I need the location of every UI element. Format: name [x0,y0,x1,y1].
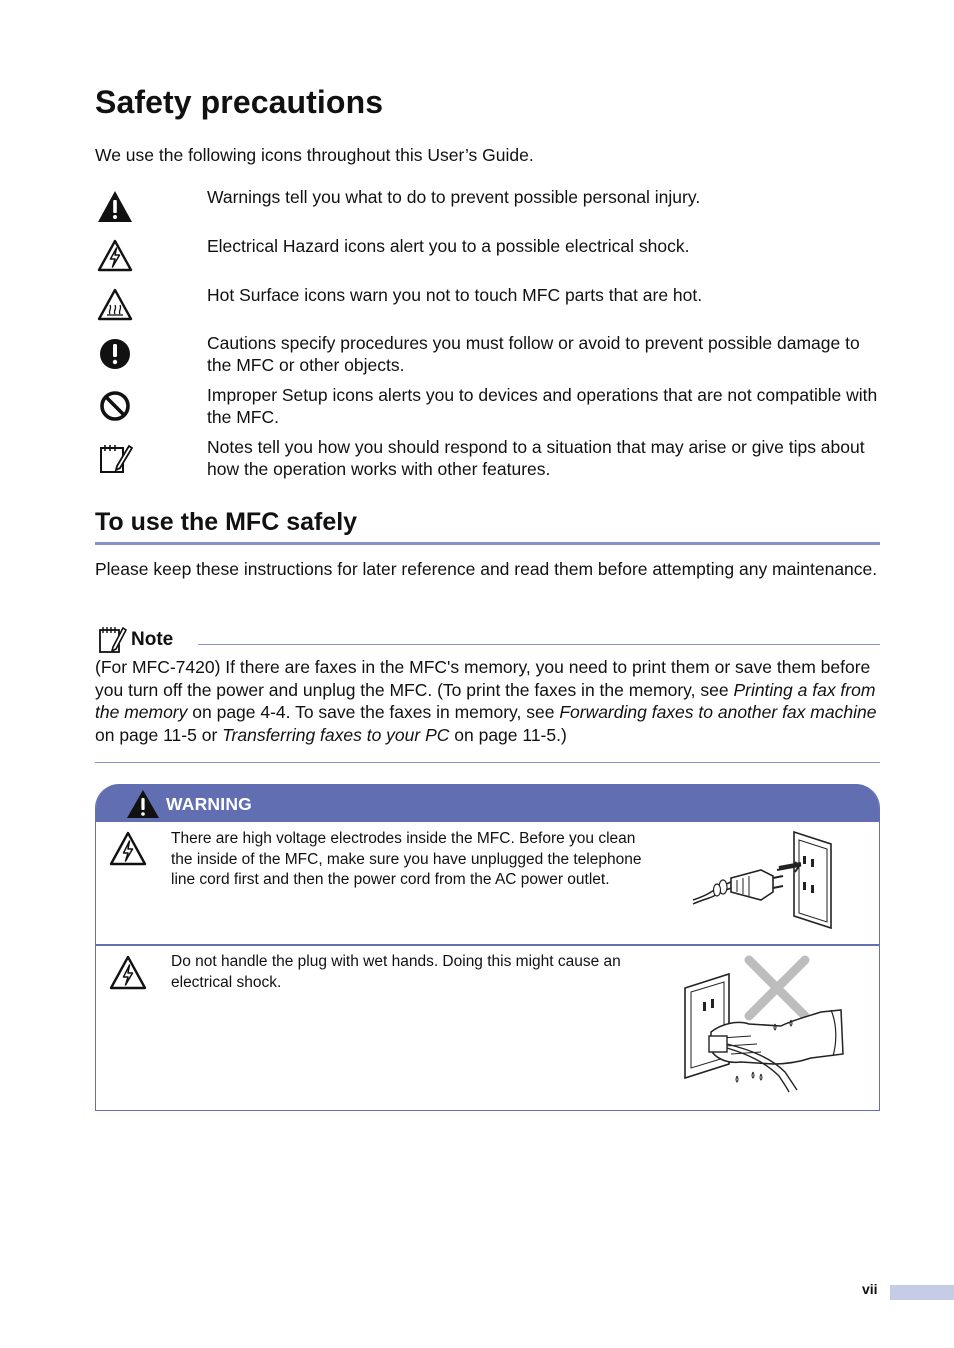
note-header [97,622,880,654]
page-title: Safety precautions [95,84,384,120]
note-body [95,656,885,746]
note-text: on page 11-5 or [95,724,223,745]
link-printing-fax-from-memory: Printing a fax from the memory [95,679,876,722]
legend-text: Notes tell you how you should respond to a situation that may arise or give tips about how the operation works with other features. [207,437,865,479]
section-divider [95,542,880,545]
electrical-hazard-icon [95,235,135,275]
note-icon [97,622,129,654]
warning-label: WARNING [166,794,252,814]
link-transferring-faxes: Transferring faxes to your PC [222,724,450,745]
legend-text: Warnings tell you what to do to prevent possible personal injury. [207,187,701,207]
legend-text: Improper Setup icons alerts you to devices and operations that are not compatible with the MFC. [207,385,878,427]
note-label: Note [131,629,174,650]
link-forwarding-faxes: Forwarding faxes to another fax machine [559,702,877,722]
warning-header [96,784,879,822]
hot-surface-icon [95,284,135,324]
intro-text: We use the following icons throughout this User’s Guide. [95,145,534,165]
warning-triangle-icon [126,789,160,819]
warning-item [96,946,879,1111]
section-body: Please keep these instructions for later reference and read them before attempting any maintenance. [95,559,878,579]
warning-item [96,822,879,944]
electrical-hazard-icon [108,830,148,868]
note-divider [198,644,880,645]
warning-box [95,784,880,1111]
note-text: (For MFC-7420) If there are faxes in the MFC's memory, you need to print them or save them before you turn off the power and unplug the MFC. (To print the faxes in the memory, see [95,657,871,700]
warning-item-text: There are high voltage electrodes inside the MFC. Before you clean the inside of the MFC, make sure you have unplugged the telephone line cord first and then the power cord from the AC power outlet. [171,830,642,888]
caution-icon [95,332,135,372]
note-icon [95,436,135,476]
electrical-hazard-icon [108,954,148,992]
warning-item-text: Do not handle the plug with wet hands. Doing this might cause an electrical shock. [171,953,621,991]
section-title: To use the MFC safely [95,508,358,536]
note-text: on page 4-4. To save the faxes in memory, see [187,702,560,722]
page-tab-marker [890,1285,954,1300]
legend-text: Electrical Hazard icons alert you to a possible electrical shock. [207,236,690,256]
improper-setup-icon [95,384,135,424]
page-number: vii [862,1281,878,1297]
legend-text: Hot Surface icons warn you not to touch MFC parts that are hot. [207,285,703,305]
wet-hands-plug-prohibited-illustration [681,954,851,1094]
legend-text: Cautions specify procedures you must follow or avoid to prevent possible damage to the MFC or other objects. [207,333,860,375]
note-end-divider [95,762,880,763]
unplug-power-cord-illustration [691,830,841,930]
note-text: on page 11-5.) [449,724,567,745]
warning-triangle-icon [95,186,135,226]
